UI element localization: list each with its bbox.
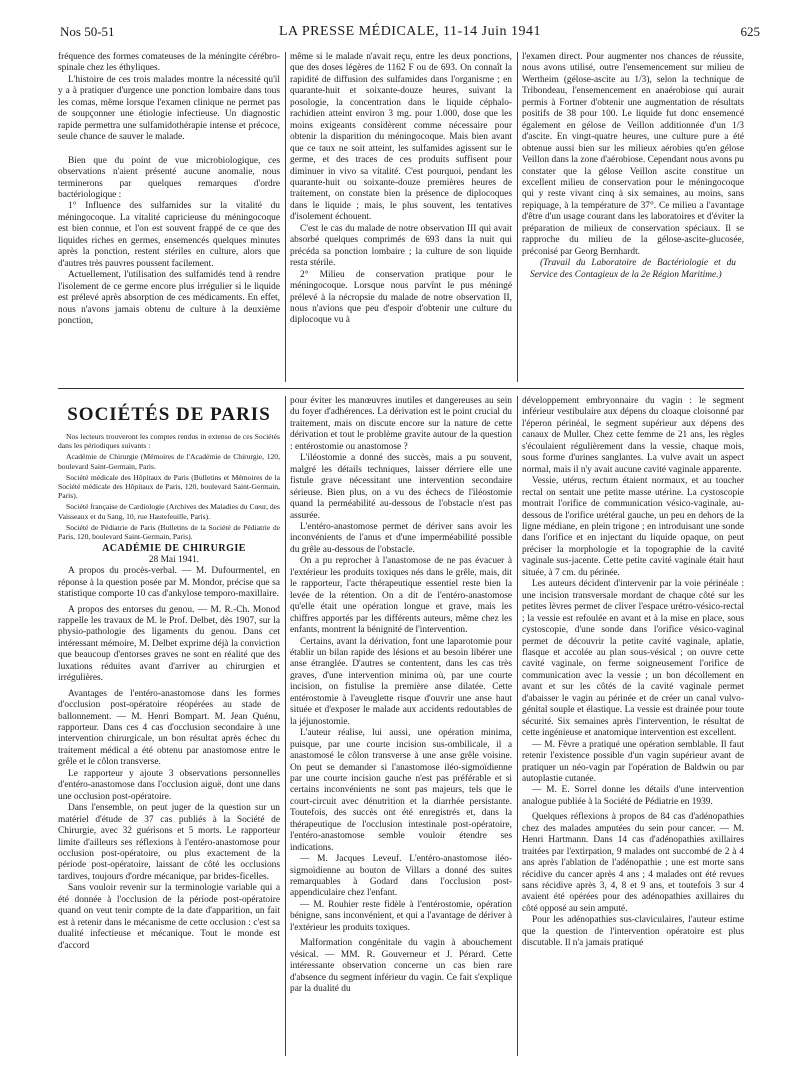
paragraph: L'iléostomie a donné des succès, mais a pu souvent, malgré les détails techniques, laisser dérriere elle une fistule grave nécessitant une intervention secondaire sérieuse. Bien plus, on a vu des échecs de l'iléostomie quand la perméabilité au-dessous de l'obstacle n'est pas assurée. <box>290 453 512 521</box>
section-rule <box>58 388 744 389</box>
intro-line: Société de Pédiatrie de Paris (Bulletins de la Société de Pédiatrie de Paris, 120, boulevard Saint-Germain, Paris). <box>58 522 280 542</box>
bottom-column-3 <box>522 396 744 950</box>
top-column-3 <box>522 52 744 281</box>
journal-title: LA PRESSE MÉDICALE, 11-14 Juin 1941 <box>279 24 541 39</box>
paragraph: Bien que du point de vue microbiologique, ces observations n'aient présenté aucune anomalie, nous terminerons par quelques remarques d'ordre bactériologique : <box>58 155 280 200</box>
paragraph: développement embryonnaire du vagin : le segment inférieur vestibulaire aux dépens du cloaque cloisonné par l'éperon périnéal, le segment supérieur aux dépens des canaux de Muller. Chez cette femme de 21 ans, les règles s'écoulaient régulièrement dans la vessie, chaque mois, sous forme d'urines sanglantes. La vulve avait un aspect normal, mais il n'y avait aucune cavité vaginale apparente. <box>522 396 744 475</box>
paragraph: — M. E. Sorrel donne les détails d'une intervention analogue publiée à la Société de Pédiatrie en 1939. <box>522 785 744 807</box>
paragraph: Malformation congénitale du vagin à abouchement vésical. — MM. R. Gouverneur et J. Pérard. Cette intéressante observation concerne un cas bien rare d'absence du segment inférieur du vagin. Ce fait s'explique par la dualité du <box>290 938 512 995</box>
page-header <box>60 24 760 42</box>
paragraph: — M. Rouhier reste fidèle à l'entérostomie, opération bénigne, sans inconvénient, et qui a l'avantage de dériver à l'extérieur les produits toxiques. <box>290 899 512 933</box>
paragraph: C'est le cas du malade de notre observation III qui avait absorbé quelques comprimés de 693 dans la nuit qui précéda sa ponction lombaire ; la culture de son liquide resta stérile. <box>290 223 512 269</box>
paragraph: Pour les adénopathies sus-claviculaires, l'auteur estime que la question de l'intervention opératoire est plus discutable. Il n'a jamais pratiqué <box>522 915 744 949</box>
session-date: 28 Mai 1941. <box>148 554 200 565</box>
paragraph: Quelques réflexions à propos de 84 cas d'adénopathies chez des malades amputées du sein pour cancer. — M. Henri Hartmann. Dans 14 cas d'adénopathies axillaires traitées par l'extirpation, 9 malades ont succombé de 2 à 4 ans après l'ablation de l'adénopathie ; une est morte sans récidive du cancer après 4 ans ; 4 malades ont été revues sans récidive après 3, 4, 8 et 9 ans, et toutefois 3 sur 4 avaient été opérées pour des adénopathies axillaires du côté opposé au sein amputé. <box>522 812 744 914</box>
paragraph: fréquence des formes comateuses de la méningite cérébro-spinale chez les éthyliques. <box>58 52 280 74</box>
paragraph: — M. Fèvre a pratiqué une opération semblable. Il faut retenir l'existence possible d'un vagin supérieur avant de pratiquer un néo-vagin par l'opération de Baldwin ou par autoplastie cutanée. <box>522 739 744 784</box>
paragraph: On a pu reprocher à l'anastomose de ne pas évacuer à l'extérieur les produits toxiques nés dans le grêle, mais, dit le rapporteur, l'acte thérapeutique essentiel reste bien la levée de la rétention. On a dit de l'entéro-anastomose qu'elle était une opération longue et grave, mais les chiffres apportés par les différents auteurs, même chez les enfants, montrent la bénignité de l'intervention. <box>290 556 512 636</box>
page-number: 625 <box>740 24 760 39</box>
paragraph: Actuellement, l'utilisation des sulfamidés tend à rendre l'isolement de ce germe encore plus irrégulier si le liquide est prélevé après absorption de ces médicaments. En effet, nous n'avons jamais obtenu de culture à la deuxième ponction, <box>58 270 280 326</box>
paragraph: L'histoire de ces trois malades montre la nécessité qu'il y a à pratiquer d'urgence une ponction lombaire dans tous les comas, même lorsque l'examen clinique ne permet pas de soupçonner une étiologie infectieuse. Un diagnostic rapide permettra une sulfamidothérapie intense et précoce, seule chance de sauver le malade. <box>58 74 280 143</box>
intro-line: Académie de Chirurgie (Mémoires de l'Académie de Chirurgie, 120, boulevard Saint-Germain, Paris. <box>58 452 280 471</box>
column-divider <box>517 52 518 382</box>
paragraph: A propos du procès-verbal. — M. Dufourmentel, en réponse à la question posée par M. Mondor, précise que sa statistique comporte 10 cas d'ankylose temporo-maxillaire. <box>58 566 280 600</box>
bottom-column-1 <box>58 396 280 952</box>
intro-line: Nos lecteurs trouveront les comptes rendus in extenso de ces Sociétés dans les périodiques suivants : <box>58 432 280 451</box>
paragraph: L'auteur réalise, lui aussi, une opération minima, puisque, par une courte incision sus-ombilicale, il a anastomosé le côlon transverse à une anse grêle voisine. On peut se demander si l'anastomose iléo-sigmoïdienne par une courte incision gauche n'est pas préférable et si certains inconvénients ne sont pas majeurs, tels que le court-circuit avec dénutrition et la diarrhée persistante. Toutefois, des succès ont été enregistrés et, dans la thérapeutique de l'occlusion intestinale post-opératoire, l'entéro-anastomose semble vouloir étendre ses indications. <box>290 728 512 853</box>
column-divider <box>285 396 286 1056</box>
paragraph: l'examen direct. Pour augmenter nos chances de réussite, nous avons utilisé, outre l'ensemencement sur milieu de Wertheim (gélose-ascite au 1/3), selon la technique de Tribondeau, l'ensemencement en anaérobiose qui aurait permis à Fortner d'obtenir une augmentation de résultats positifs de 38 pour 100. Le liquide fut donc ensemencé également en gélose de Veillon additionnée d'un 1/3 d'ascite. En vingt-quatre heures, une culture pure a été obtenue aussi bien sur les milieux aérobies qu'en gélose Veillon dans la zone d'aérobiose. Cependant nous avons pu constater que la gélose Veillon ascite constitue un excellent milieu de conservation pour le méningocoque qui y reste vivant cinq à six semaines, au moins, sans repiquage, à la température de 37°. Ce milieu a l'avantage d'être d'un usage courant dans les laboratoires et d'éviter la préparation de milieux de conservation spéciaux. Il se rapproche du milieu de la gélose-ascite-glucosée, préconisé par Georg Bernhardt. <box>522 52 744 257</box>
bottom-column-2 <box>290 396 512 996</box>
paragraph: Le rapporteur y ajoute 3 observations personnelles d'entéro-anastomose dans l'occlusion aiguë, dont une dans une occlusion post-opératoire. <box>58 768 280 802</box>
paragraph: même si le malade n'avait reçu, entre les deux ponctions, que des doses légères de 1162 F ou de 693. On connaît la rapidité de diffusion des sulfamides dans l'organisme ; en quarante-huit et soixante-douze heures, suivant la posologie, la concentration dans le liquide céphalo-rachidien atteint environ 3 mg. pour 1.000, dose que les moins exigeants considèrent comme nécessaire pour obtenir la disparition du méningocoque. Mais bien avant que ce taux ne soit atteint, les sulfamides agissent sur le germe, et des traces de ces produits suffisent pour diminuer in vivo sa vitalité. C'est pourquoi, pendant les quarante-huit ou soixante-douze premières heures de traitement, on constate bien la présence de diplocoques dans le liquide ; mais, le plus souvent, les tentatives d'isolement échouent. <box>290 52 512 223</box>
intro-line: Société française de Cardiologie (Archives des Maladies du Cœur, des Vaisseaux et du Sang, 10, rue Hautefeuille, Paris). <box>58 502 280 521</box>
section-title: SOCIÉTÉS DE PARIS <box>67 404 271 425</box>
paragraph: L'entéro-anastomose permet de dériver sans avoir les inconvénients de l'anus et d'une imperméabilité possible du grêle au-dessous de l'obstacle. <box>290 521 512 555</box>
column-divider <box>285 52 286 382</box>
paragraph: Vessie, utérus, rectum étaient normaux, et au toucher rectal on sentait une petite masse utérine. La cystoscopie montrait l'orifice de communication vésico-vaginale, au-dessous de l'orifice urétéral gauche, un peu en dehors de la ligne médiane, en plein trigone ; en introduisant une sonde dans l'orifice et en injectant du liquide opaque, on peut préciser la morphologie et la topographie de la cavité vaginale sus-jacente. Cette petite cavité vaginale était haut située, à 7 cm. du périnée. <box>522 476 744 578</box>
paragraph: Dans l'ensemble, on peut juger de la question sur un matériel d'étude de 37 cas publiés à la Société de Chirurgie, avec 32 guérisons et 5 morts. Le rapporteur limite d'ailleurs ses réflexions à l'entéro-anastomose pour occlusion post-opératoire, ou plus exactement de la période post-opératoire, laissant de côté les occlusions tardives, toujours d'ordre mécanique, par brides-ficelles. <box>58 803 280 882</box>
top-column-1 <box>58 52 280 327</box>
paragraph: 2° Milieu de conservation pratique pour le méningocoque. Lorsque nous parvînt le pus méningé prélevé à la nécropsie du malade de notre observation II, nous n'avions que peu d'espoir d'obtenir une culture du diplocoque vu à <box>290 269 512 326</box>
paragraph: 1° Influence des sulfamides sur la vitalité du méningocoque. La vitalité capricieuse du méningocoque est bien connue, et l'on est souvent frappé de ce que des liquides riches en germes, ensemencés quelques minutes après la ponction, restent stériles en culture, alors que d'autres très pauvres poussent facilement. <box>58 201 280 269</box>
lab-credit: (Travail du Laboratoire de Bactériologie et du Service des Contagieux de la 2e Région Maritime.) <box>530 258 736 280</box>
paragraph: Les auteurs décident d'intervenir par la voie périnéale : une incision transversale mordant de chaque côté sur les petites lèvres permet de cliver l'espace urétro-vésico-rectal ; la vessie est refoulée en avant et à la mise en place, sous cystoscopie, d'une sonde dans l'orifice vésico-vaginal permet de découvrir la petite cavité vaginale, aplatie, flasque et accolée au plan sous-vésical ; on ouvre cette cavité vaginale, on ferme soigneusement l'orifice de communication avec la vessie ; un bon décollement en avant et sur les côtés de la cavité vaginale permet d'abaisser le vagin au périnée et de créer un canal vulvo-génital souple et élastique. La vessie est drainée pour toute sécurité. Six semaines après l'intervention, le résultat de cette ingénieuse et anatomique intervention est excellent. <box>522 579 744 739</box>
paragraph: Certains, avant la dérivation, font une laparotomie pour établir un bilan rapide des lésions et au besoin libérer une anse étranglée. D'autres se contentent, dans les cas très graves, d'une intervention minima où, par une courte incision, on fistulise la première anse dilatée. Cette entérostomie à l'aveuglette risque d'ouvrir une anse haut située et d'exposer le malade aux accidents redoutables de la jéjunostomie. <box>290 636 512 727</box>
paragraph: pour éviter les manœuvres inutiles et dangereuses au sein du foyer d'adhérences. La dérivation est le point crucial du traitement, mais on discute encore sur la nature de cette dérivation et tout le problème gravite autour de la question : entérostomie ou anastomose ? <box>290 396 512 452</box>
paragraph: — M. Jacques Leveuf. L'entéro-anastomose iléo-sigmoïdienne au bouton de Villars a donné des suites remarquables à Godard dans l'occlusion post-appendiculaire chez l'enfant. <box>290 854 512 899</box>
societies-intro <box>58 432 280 541</box>
academie-heading: ACADÉMIE DE CHIRURGIE <box>102 543 246 555</box>
paragraph: Sans vouloir revenir sur la terminologie variable qui a été donnée à l'occlusion de la période post-opératoire quand on veut tenir compte de la date d'apparition, un fait est à retenir dans le mécanisme de cette occlusion : c'est sa dualité infectieuse et mécanique. Tout le monde est d'accord <box>58 883 280 951</box>
intro-line: Société médicale des Hôpitaux de Paris (Bulletins et Mémoires de la Société médicale des Hôpitaux de Paris, 120, boulevard Saint-Germain, Paris). <box>58 472 280 501</box>
issue-number: Nos 50-51 <box>60 24 115 39</box>
column-divider <box>517 396 518 1056</box>
paragraph: Avantages de l'entéro-anastomose dans les formes d'occlusion post-opératoire réopérées au stade de ballonnement. — M. Henri Bompart. M. Jean Quénu, rapporteur. Dans ces 4 cas d'occlusion secondaire à une intervention chirurgicale, un bon résultat après échec du traitement médical a été obtenu par anastomose entre le grêle et le côlon transverse. <box>58 688 280 768</box>
paragraph: A propos des entorses du genou. — M. R.-Ch. Monod rappelle les travaux de M. le Prof. Delbet, dès 1907, sur la physio-pathologie des ligaments du genou. Dans cet intéressant mémoire, M. Delbet exprime déjà la conviction que beaucoup d'entorses graves ne sont en réalité que des luxations réduites avant d'arriver au chirurgien et irrégulières. <box>58 604 280 684</box>
top-column-2 <box>290 52 512 327</box>
